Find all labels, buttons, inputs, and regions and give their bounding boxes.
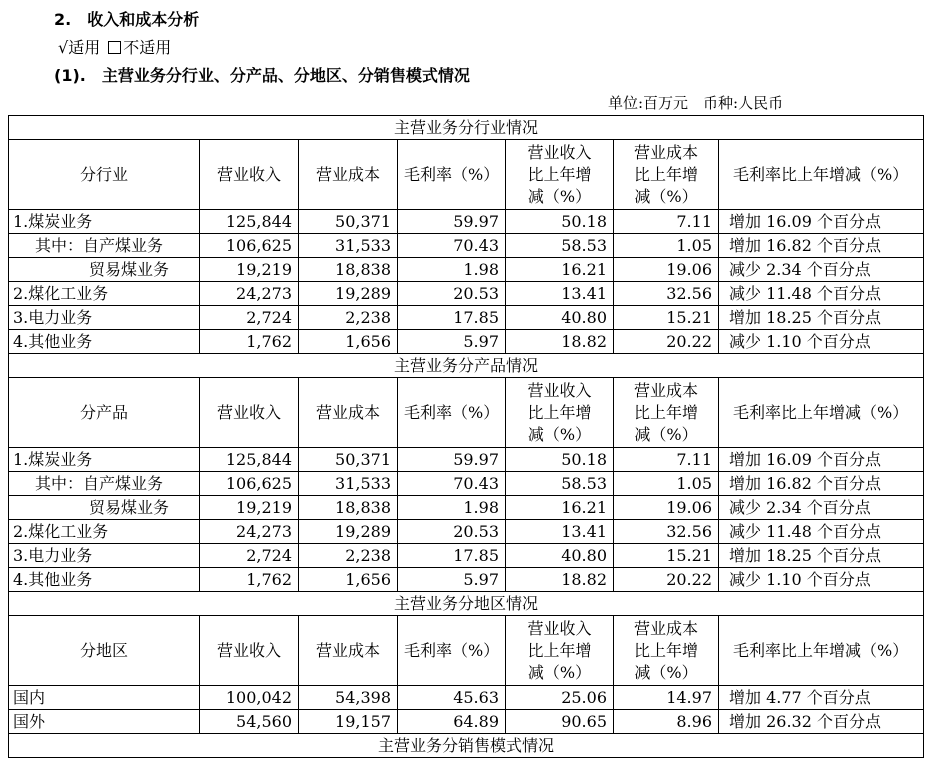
table-row bbox=[9, 448, 924, 472]
section-heading: 2. 收入和成本分析 bbox=[54, 10, 200, 29]
row-label: 1.煤炭业务 bbox=[9, 448, 200, 472]
cell-cost-change: 20.22 bbox=[614, 568, 719, 592]
header-row bbox=[9, 616, 924, 686]
cell-margin-change: 减少 11.48 个百分点 bbox=[719, 282, 924, 306]
cell-revenue-change: 50.18 bbox=[506, 448, 614, 472]
cell-margin: 45.63 bbox=[398, 686, 506, 710]
table-row bbox=[9, 686, 924, 710]
table-row bbox=[9, 330, 924, 354]
row-label: 1.煤炭业务 bbox=[9, 210, 200, 234]
checkbox-empty-icon bbox=[108, 41, 121, 54]
header-cost: 营业成本 bbox=[299, 616, 398, 686]
cell-revenue-change: 90.65 bbox=[506, 710, 614, 734]
cell-cost: 19,289 bbox=[299, 520, 398, 544]
cell-margin: 17.85 bbox=[398, 544, 506, 568]
cell-cost: 31,533 bbox=[299, 472, 398, 496]
cell-revenue: 19,219 bbox=[200, 496, 299, 520]
header-line: 比上年增 bbox=[527, 640, 592, 660]
cell-cost: 54,398 bbox=[299, 686, 398, 710]
cell-margin: 59.97 bbox=[398, 210, 506, 234]
table-row bbox=[9, 710, 924, 734]
cell-cost-change: 19.06 bbox=[614, 258, 719, 282]
cell-revenue: 19,219 bbox=[200, 258, 299, 282]
cell-cost: 2,238 bbox=[299, 306, 398, 330]
cell-revenue-change: 25.06 bbox=[506, 686, 614, 710]
header-cost-change bbox=[614, 616, 719, 686]
cell-revenue: 24,273 bbox=[200, 282, 299, 306]
cell-revenue-change: 18.82 bbox=[506, 568, 614, 592]
row-label: 2.煤化工业务 bbox=[9, 520, 200, 544]
cell-cost: 1,656 bbox=[299, 330, 398, 354]
applicability-options bbox=[58, 35, 171, 58]
header-category: 分产品 bbox=[9, 378, 200, 448]
cell-margin-change: 增加 18.25 个百分点 bbox=[719, 306, 924, 330]
header-margin: 毛利率（%） bbox=[398, 378, 506, 448]
header-rev-change bbox=[506, 616, 614, 686]
cell-revenue-change: 16.21 bbox=[506, 258, 614, 282]
header-line: 营业收入 bbox=[527, 380, 592, 400]
cell-revenue-change: 50.18 bbox=[506, 210, 614, 234]
header-line: 比上年增 bbox=[527, 164, 592, 184]
cell-margin-change: 增加 16.82 个百分点 bbox=[719, 234, 924, 258]
header-line: 营业收入 bbox=[527, 142, 592, 162]
cell-revenue: 2,724 bbox=[200, 544, 299, 568]
row-label: 3.电力业务 bbox=[9, 544, 200, 568]
header-cost-change bbox=[614, 378, 719, 448]
cell-margin-change: 增加 16.09 个百分点 bbox=[719, 210, 924, 234]
cell-cost: 18,838 bbox=[299, 258, 398, 282]
cell-cost-change: 15.21 bbox=[614, 306, 719, 330]
header-line: 比上年增 bbox=[633, 402, 698, 422]
cell-margin: 1.98 bbox=[398, 258, 506, 282]
header-line: 营业成本 bbox=[633, 380, 698, 400]
cell-cost: 18,838 bbox=[299, 496, 398, 520]
row-label: 国外 bbox=[9, 710, 200, 734]
cell-margin-change: 增加 16.82 个百分点 bbox=[719, 472, 924, 496]
header-line: 比上年增 bbox=[633, 164, 698, 184]
cell-cost-change: 7.11 bbox=[614, 210, 719, 234]
cell-cost: 19,289 bbox=[299, 282, 398, 306]
header-line: 比上年增 bbox=[633, 640, 698, 660]
not-applicable-option: 不适用 bbox=[123, 38, 172, 57]
cell-revenue: 106,625 bbox=[200, 472, 299, 496]
header-line: 减（%） bbox=[634, 424, 698, 444]
cell-cost-change: 14.97 bbox=[614, 686, 719, 710]
section-title-row bbox=[9, 116, 924, 140]
header-line: 减（%） bbox=[527, 186, 592, 206]
table-row bbox=[9, 306, 924, 330]
cell-margin: 17.85 bbox=[398, 306, 506, 330]
row-label: 贸易煤业务 bbox=[9, 496, 200, 520]
cell-cost-change: 15.21 bbox=[614, 544, 719, 568]
main-business-table bbox=[8, 115, 924, 758]
table-row bbox=[9, 544, 924, 568]
header-row bbox=[9, 140, 924, 210]
header-cost-change bbox=[614, 140, 719, 210]
cell-revenue-change: 18.82 bbox=[506, 330, 614, 354]
row-label: 国内 bbox=[9, 686, 200, 710]
cell-cost-change: 1.05 bbox=[614, 472, 719, 496]
header-margin: 毛利率（%） bbox=[398, 140, 506, 210]
table-row bbox=[9, 568, 924, 592]
table-row bbox=[9, 520, 924, 544]
cell-revenue: 125,844 bbox=[200, 210, 299, 234]
cell-revenue: 1,762 bbox=[200, 568, 299, 592]
section-title-row bbox=[9, 734, 924, 758]
row-label: 2.煤化工业务 bbox=[9, 282, 200, 306]
header-revenue: 营业收入 bbox=[200, 616, 299, 686]
cell-revenue-change: 58.53 bbox=[506, 234, 614, 258]
row-label: 4.其他业务 bbox=[9, 568, 200, 592]
cell-cost: 50,371 bbox=[299, 448, 398, 472]
section-title: 主营业务分行业情况 bbox=[9, 116, 924, 140]
row-label: 4.其他业务 bbox=[9, 330, 200, 354]
cell-cost-change: 32.56 bbox=[614, 282, 719, 306]
cell-margin-change: 减少 1.10 个百分点 bbox=[719, 330, 924, 354]
cell-margin: 70.43 bbox=[398, 234, 506, 258]
cell-margin: 5.97 bbox=[398, 330, 506, 354]
sub-heading: (1). 主营业务分行业、分产品、分地区、分销售模式情况 bbox=[54, 66, 470, 85]
header-line: 比上年增 bbox=[527, 402, 592, 422]
header-revenue: 营业收入 bbox=[200, 378, 299, 448]
cell-margin-change: 减少 2.34 个百分点 bbox=[719, 496, 924, 520]
cell-revenue-change: 13.41 bbox=[506, 282, 614, 306]
table-row bbox=[9, 234, 924, 258]
section-title: 主营业务分销售模式情况 bbox=[9, 734, 924, 758]
header-line: 营业成本 bbox=[633, 142, 698, 162]
header-line: 营业收入 bbox=[527, 618, 592, 638]
cell-margin-change: 减少 2.34 个百分点 bbox=[719, 258, 924, 282]
cell-cost-change: 20.22 bbox=[614, 330, 719, 354]
cell-margin: 59.97 bbox=[398, 448, 506, 472]
header-rev-change bbox=[506, 378, 614, 448]
row-label: 其中：自产煤业务 bbox=[9, 234, 200, 258]
cell-revenue: 24,273 bbox=[200, 520, 299, 544]
cell-cost-change: 1.05 bbox=[614, 234, 719, 258]
header-row bbox=[9, 378, 924, 448]
header-cost: 营业成本 bbox=[299, 140, 398, 210]
header-margin-change: 毛利率比上年增减（%） bbox=[719, 378, 924, 448]
header-margin: 毛利率（%） bbox=[398, 616, 506, 686]
table-row bbox=[9, 496, 924, 520]
cell-cost: 50,371 bbox=[299, 210, 398, 234]
header-line: 营业成本 bbox=[633, 618, 698, 638]
cell-revenue-change: 16.21 bbox=[506, 496, 614, 520]
header-revenue: 营业收入 bbox=[200, 140, 299, 210]
cell-margin-change: 减少 1.10 个百分点 bbox=[719, 568, 924, 592]
header-category: 分地区 bbox=[9, 616, 200, 686]
cell-margin: 1.98 bbox=[398, 496, 506, 520]
table-row bbox=[9, 472, 924, 496]
cell-margin-change: 增加 16.09 个百分点 bbox=[719, 448, 924, 472]
cell-revenue: 2,724 bbox=[200, 306, 299, 330]
header-line: 减（%） bbox=[527, 424, 592, 444]
cell-cost-change: 8.96 bbox=[614, 710, 719, 734]
cell-margin: 20.53 bbox=[398, 520, 506, 544]
cell-revenue: 125,844 bbox=[200, 448, 299, 472]
table-row bbox=[9, 282, 924, 306]
cell-revenue: 1,762 bbox=[200, 330, 299, 354]
section-title-row bbox=[9, 592, 924, 616]
cell-margin-change: 增加 18.25 个百分点 bbox=[719, 544, 924, 568]
cell-margin: 70.43 bbox=[398, 472, 506, 496]
cell-revenue-change: 40.80 bbox=[506, 306, 614, 330]
header-rev-change bbox=[506, 140, 614, 210]
header-margin-change: 毛利率比上年增减（%） bbox=[719, 616, 924, 686]
section-title: 主营业务分产品情况 bbox=[9, 354, 924, 378]
header-line: 减（%） bbox=[634, 186, 698, 206]
table-row bbox=[9, 258, 924, 282]
cell-revenue: 106,625 bbox=[200, 234, 299, 258]
cell-margin: 64.89 bbox=[398, 710, 506, 734]
header-line: 减（%） bbox=[527, 662, 592, 682]
row-label: 3.电力业务 bbox=[9, 306, 200, 330]
header-margin-change: 毛利率比上年增减（%） bbox=[719, 140, 924, 210]
cell-cost-change: 19.06 bbox=[614, 496, 719, 520]
cell-cost-change: 7.11 bbox=[614, 448, 719, 472]
cell-margin-change: 减少 11.48 个百分点 bbox=[719, 520, 924, 544]
cell-cost: 1,656 bbox=[299, 568, 398, 592]
cell-revenue-change: 13.41 bbox=[506, 520, 614, 544]
cell-margin: 5.97 bbox=[398, 568, 506, 592]
cell-cost: 2,238 bbox=[299, 544, 398, 568]
table-row bbox=[9, 210, 924, 234]
cell-revenue: 100,042 bbox=[200, 686, 299, 710]
cell-revenue-change: 40.80 bbox=[506, 544, 614, 568]
row-label: 其中：自产煤业务 bbox=[9, 472, 200, 496]
header-line: 减（%） bbox=[634, 662, 698, 682]
row-label: 贸易煤业务 bbox=[9, 258, 200, 282]
cell-margin-change: 增加 4.77 个百分点 bbox=[719, 686, 924, 710]
cell-margin-change: 增加 26.32 个百分点 bbox=[719, 710, 924, 734]
cell-cost: 31,533 bbox=[299, 234, 398, 258]
section-title-row bbox=[9, 354, 924, 378]
unit-currency-line: 单位:百万元 币种:人民币 bbox=[608, 94, 784, 112]
cell-margin: 20.53 bbox=[398, 282, 506, 306]
cell-cost: 19,157 bbox=[299, 710, 398, 734]
cell-revenue: 54,560 bbox=[200, 710, 299, 734]
header-cost: 营业成本 bbox=[299, 378, 398, 448]
applicable-option: √适用 bbox=[58, 38, 101, 57]
cell-cost-change: 32.56 bbox=[614, 520, 719, 544]
header-category: 分行业 bbox=[9, 140, 200, 210]
cell-revenue-change: 58.53 bbox=[506, 472, 614, 496]
section-title: 主营业务分地区情况 bbox=[9, 592, 924, 616]
